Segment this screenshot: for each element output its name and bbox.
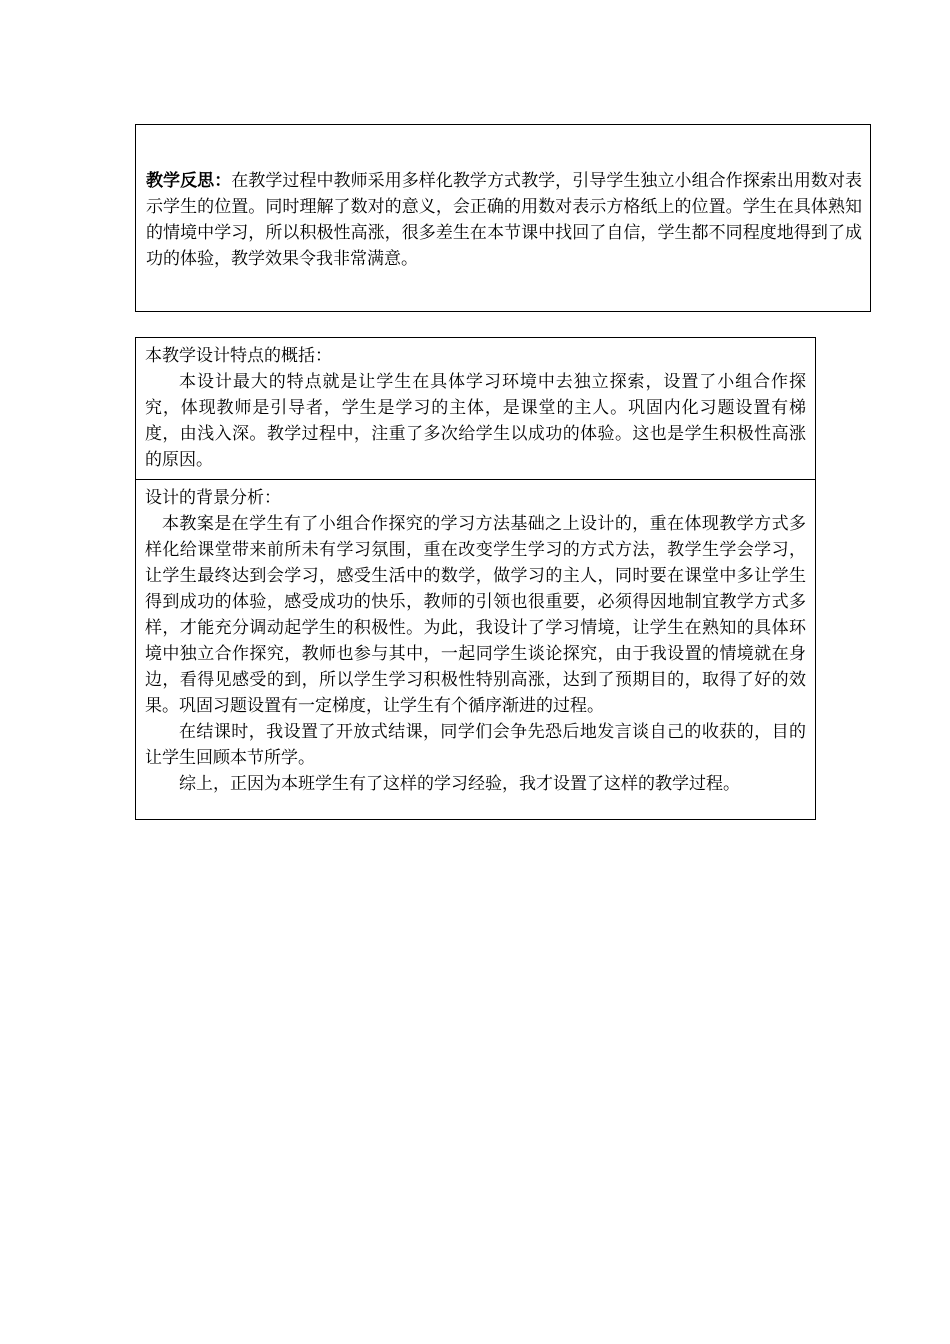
- reflection-text: 在教学过程中教师采用多样化教学方式教学，引导学生独立小组合作探索出用数对表示学生的位置。同时理解了数对的意义，会正确的用数对表示方格纸上的位置。学生在具体熟知的情境中学习，所以积极性高涨，很多差生在本节课中找回了自信，学生都不同程度地得到了成功的体验，教学效果令我非常满意。: [146, 171, 863, 269]
- background-analysis-row: [136, 480, 816, 820]
- design-features-paragraph: 本设计最大的特点就是让学生在具体学习环境中去独立探索，设置了小组合作探究，体现教师是引导者，学生是学习的主体，是课堂的主人。巩固内化习题设置有梯度，由浅入深。教学过程中，注重了多次给学生以成功的体验。这也是学生积极性高涨的原因。: [145, 372, 806, 470]
- design-features-cell: [136, 338, 816, 480]
- background-analysis-title: 设计的背景分析：: [145, 488, 281, 508]
- design-features-title: 本教学设计特点的概括：: [145, 346, 332, 366]
- teaching-reflection: [146, 168, 862, 272]
- background-paragraph-2: 在结课时，我设置了开放式结课，同学们会争先恐后地发言谈自己的收获的，目的让学生回顾本节所学。: [145, 722, 806, 768]
- background-paragraph-1: 本教案是在学生有了小组合作探究的学习方法基础之上设计的，重在体现教学方式多样化给课堂带来前所未有学习氛围，重在改变学生学习的方式方法，教学生学会学习，让学生最终达到会学习，感受生活中的数学，做学习的主人，同时要在课堂中多让学生得到成功的体验，感受成功的快乐，教师的引领也很重要，必须得因地制宜教学方式多样，才能充分调动起学生的积极性。为此，我设计了学习情境，让学生在熟知的具体环境中独立合作探究，教师也参与其中，一起同学生谈论探究，由于我设置的情境就在身边，看得见感受的到，所以学生学习积极性特别高涨，达到了预期目的，取得了好的效果。巩固习题设置有一定梯度，让学生有个循序渐进的过程。: [145, 514, 806, 716]
- background-paragraph-3: 综上，正因为本班学生有了这样的学习经验，我才设置了这样的教学过程。: [179, 774, 740, 794]
- design-table: [135, 337, 816, 820]
- reflection-label: 教学反思：: [146, 171, 232, 191]
- teaching-reflection-box: [135, 124, 871, 312]
- design-features-row: [136, 338, 816, 480]
- background-analysis-cell: [136, 480, 816, 820]
